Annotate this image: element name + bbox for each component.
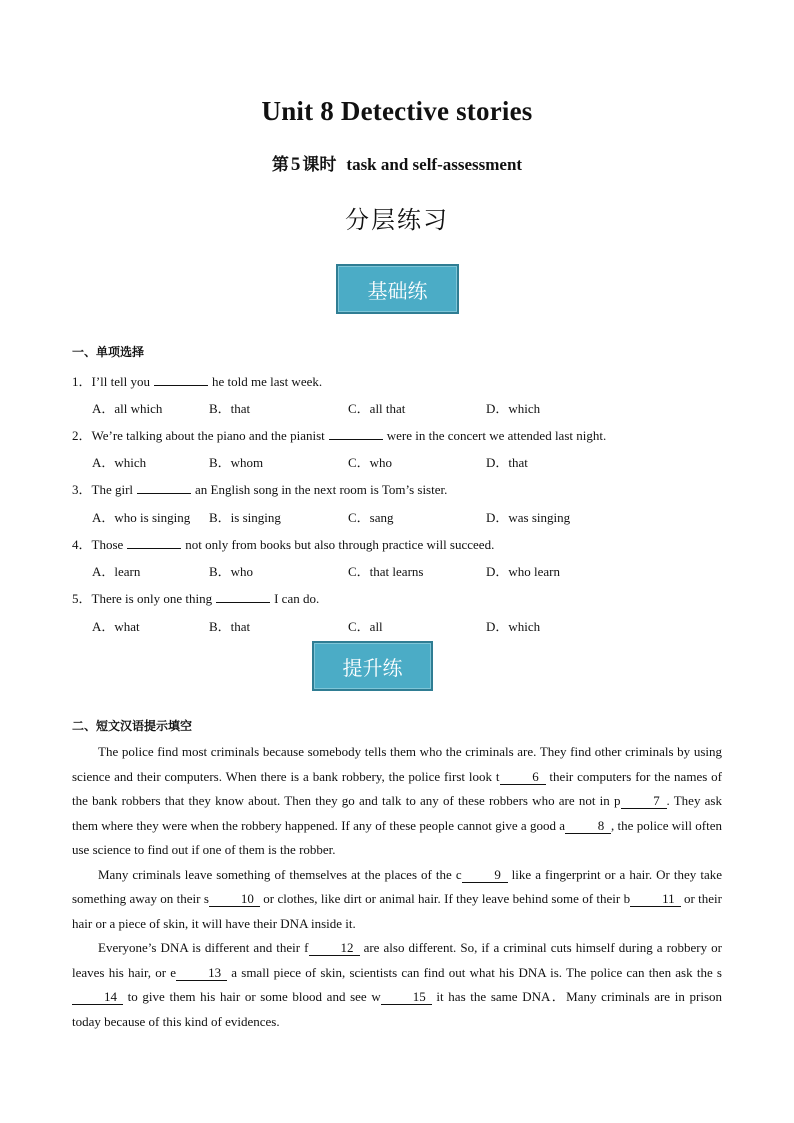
option-c: C．all that (348, 401, 406, 416)
question-text: 5．There is only one thing (72, 591, 213, 606)
option-d: D．who learn (486, 564, 561, 579)
question-text: 3．The girl (72, 482, 134, 497)
question-4 (72, 534, 494, 553)
passage-text: like a fingerprint or a hair. Or they take something away on their s (72, 866, 722, 906)
question-5 (72, 588, 319, 607)
passage-text: , the police will often use science to find out if one of them is the robber. (72, 817, 722, 857)
option-a: A．all which (92, 401, 163, 416)
question-text: he told me last week. (212, 374, 323, 389)
option-a: A．learn (92, 564, 141, 579)
answer-blank (216, 590, 270, 603)
blank-12: 12 (309, 940, 360, 956)
answer-blank (154, 373, 208, 386)
passage-text: a small piece of skin, scientists can find out what his DNA is. The police can then ask the s (227, 964, 722, 980)
blank-8: 8 (565, 818, 611, 834)
option-d: D．which (486, 619, 541, 634)
question-2 (72, 425, 606, 444)
question-text: 4．Those (72, 537, 124, 552)
lesson-prefix: 第 (271, 155, 289, 175)
lesson-topic: task and self-assessment (346, 155, 523, 174)
section-heading-cloze: 二、短文汉语提示填空 (72, 719, 193, 733)
passage-text: . They ask them where they were when the robbery happened. If any of these people cannot give a good a (72, 793, 722, 833)
answer-blank (127, 536, 181, 549)
option-b: B．is singing (209, 510, 281, 525)
option-d: D．that (486, 455, 528, 470)
blank-15: 15 (381, 989, 432, 1005)
basic-practice-banner: 基础练 (336, 264, 459, 314)
page-title: Unit 8 Detective stories (261, 96, 533, 126)
question-3 (72, 479, 447, 498)
section-heading-multiple-choice: 一、单项选择 (72, 345, 145, 359)
lesson-heading (0, 150, 794, 176)
option-d: D．was singing (486, 510, 571, 525)
option-b: B．whom (209, 455, 264, 470)
option-c: C．that learns (348, 564, 424, 579)
blank-11: 11 (630, 891, 681, 907)
question-text: were in the concert we attended last night. (386, 428, 607, 443)
option-a: A．which (92, 455, 147, 470)
options-3 (92, 507, 652, 523)
options-4 (92, 561, 652, 577)
answer-blank (137, 481, 191, 494)
question-1 (72, 371, 322, 390)
question-text: I can do. (274, 591, 320, 606)
passage-text: or clothes, like dirt or animal hair. If they leave behind some of their b (259, 891, 631, 906)
passage-paragraph-2 (72, 863, 722, 937)
blank-9: 9 (462, 867, 508, 883)
option-c: C．who (348, 455, 393, 470)
passage-text: it has the same DNA．Many criminals are in prison today because of this kind of evidences. (72, 989, 723, 1029)
options-1 (92, 398, 652, 414)
lesson-number: 5 (290, 154, 301, 175)
blank-10: 10 (209, 891, 260, 907)
options-5 (92, 616, 652, 632)
page-subtitle: 分层练习 (345, 206, 449, 234)
option-b: B．who (209, 564, 254, 579)
passage-text: their computers for the names of the bank robbers that they know about. Then they go and talk to any of these robbers who are not in p (72, 768, 722, 808)
blank-13: 13 (176, 965, 227, 981)
question-text: an English song in the next room is Tom’s sister. (195, 482, 448, 497)
option-d: D．which (486, 401, 541, 416)
lesson-suffix: 课时 (302, 155, 337, 175)
answer-blank (329, 427, 383, 440)
blank-7: 7 (621, 793, 667, 809)
question-text: not only from books but also through practice will succeed. (185, 537, 495, 552)
passage-text: to give them his hair or some blood and see w (123, 989, 381, 1004)
passage-paragraph-1 (72, 740, 722, 863)
option-c: C．all (348, 619, 383, 634)
blank-14: 14 (72, 989, 123, 1005)
option-b: B．that (209, 619, 251, 634)
option-c: C．sang (348, 510, 394, 525)
passage-paragraph-3 (72, 936, 722, 1034)
option-a: A．who is singing (92, 510, 191, 525)
question-text: 1．I’ll tell you (72, 374, 150, 389)
question-text: 2．We’re talking about the piano and the pianist (72, 428, 325, 443)
option-a: A．what (92, 619, 140, 634)
option-b: B．that (209, 401, 251, 416)
passage-text: are also different. So, if a criminal cuts himself during a robbery or leaves his hair, or e (72, 940, 722, 980)
advanced-practice-banner: 提升练 (312, 641, 433, 691)
options-2 (92, 452, 652, 468)
passage-text: or their hair or a piece of skin, it will have their DNA inside it. (72, 891, 722, 931)
passage-text: Everyone’s DNA is different and their f (98, 940, 309, 955)
blank-6: 6 (500, 769, 546, 785)
passage-text: Many criminals leave something of themselves at the places of the c (98, 866, 462, 882)
passage-text: The police find most criminals because somebody tells them who the criminals are. They find other criminals by using science and their computers. When there is a bank robbery, the police first look t (72, 744, 722, 784)
cloze-passage (72, 740, 722, 1034)
